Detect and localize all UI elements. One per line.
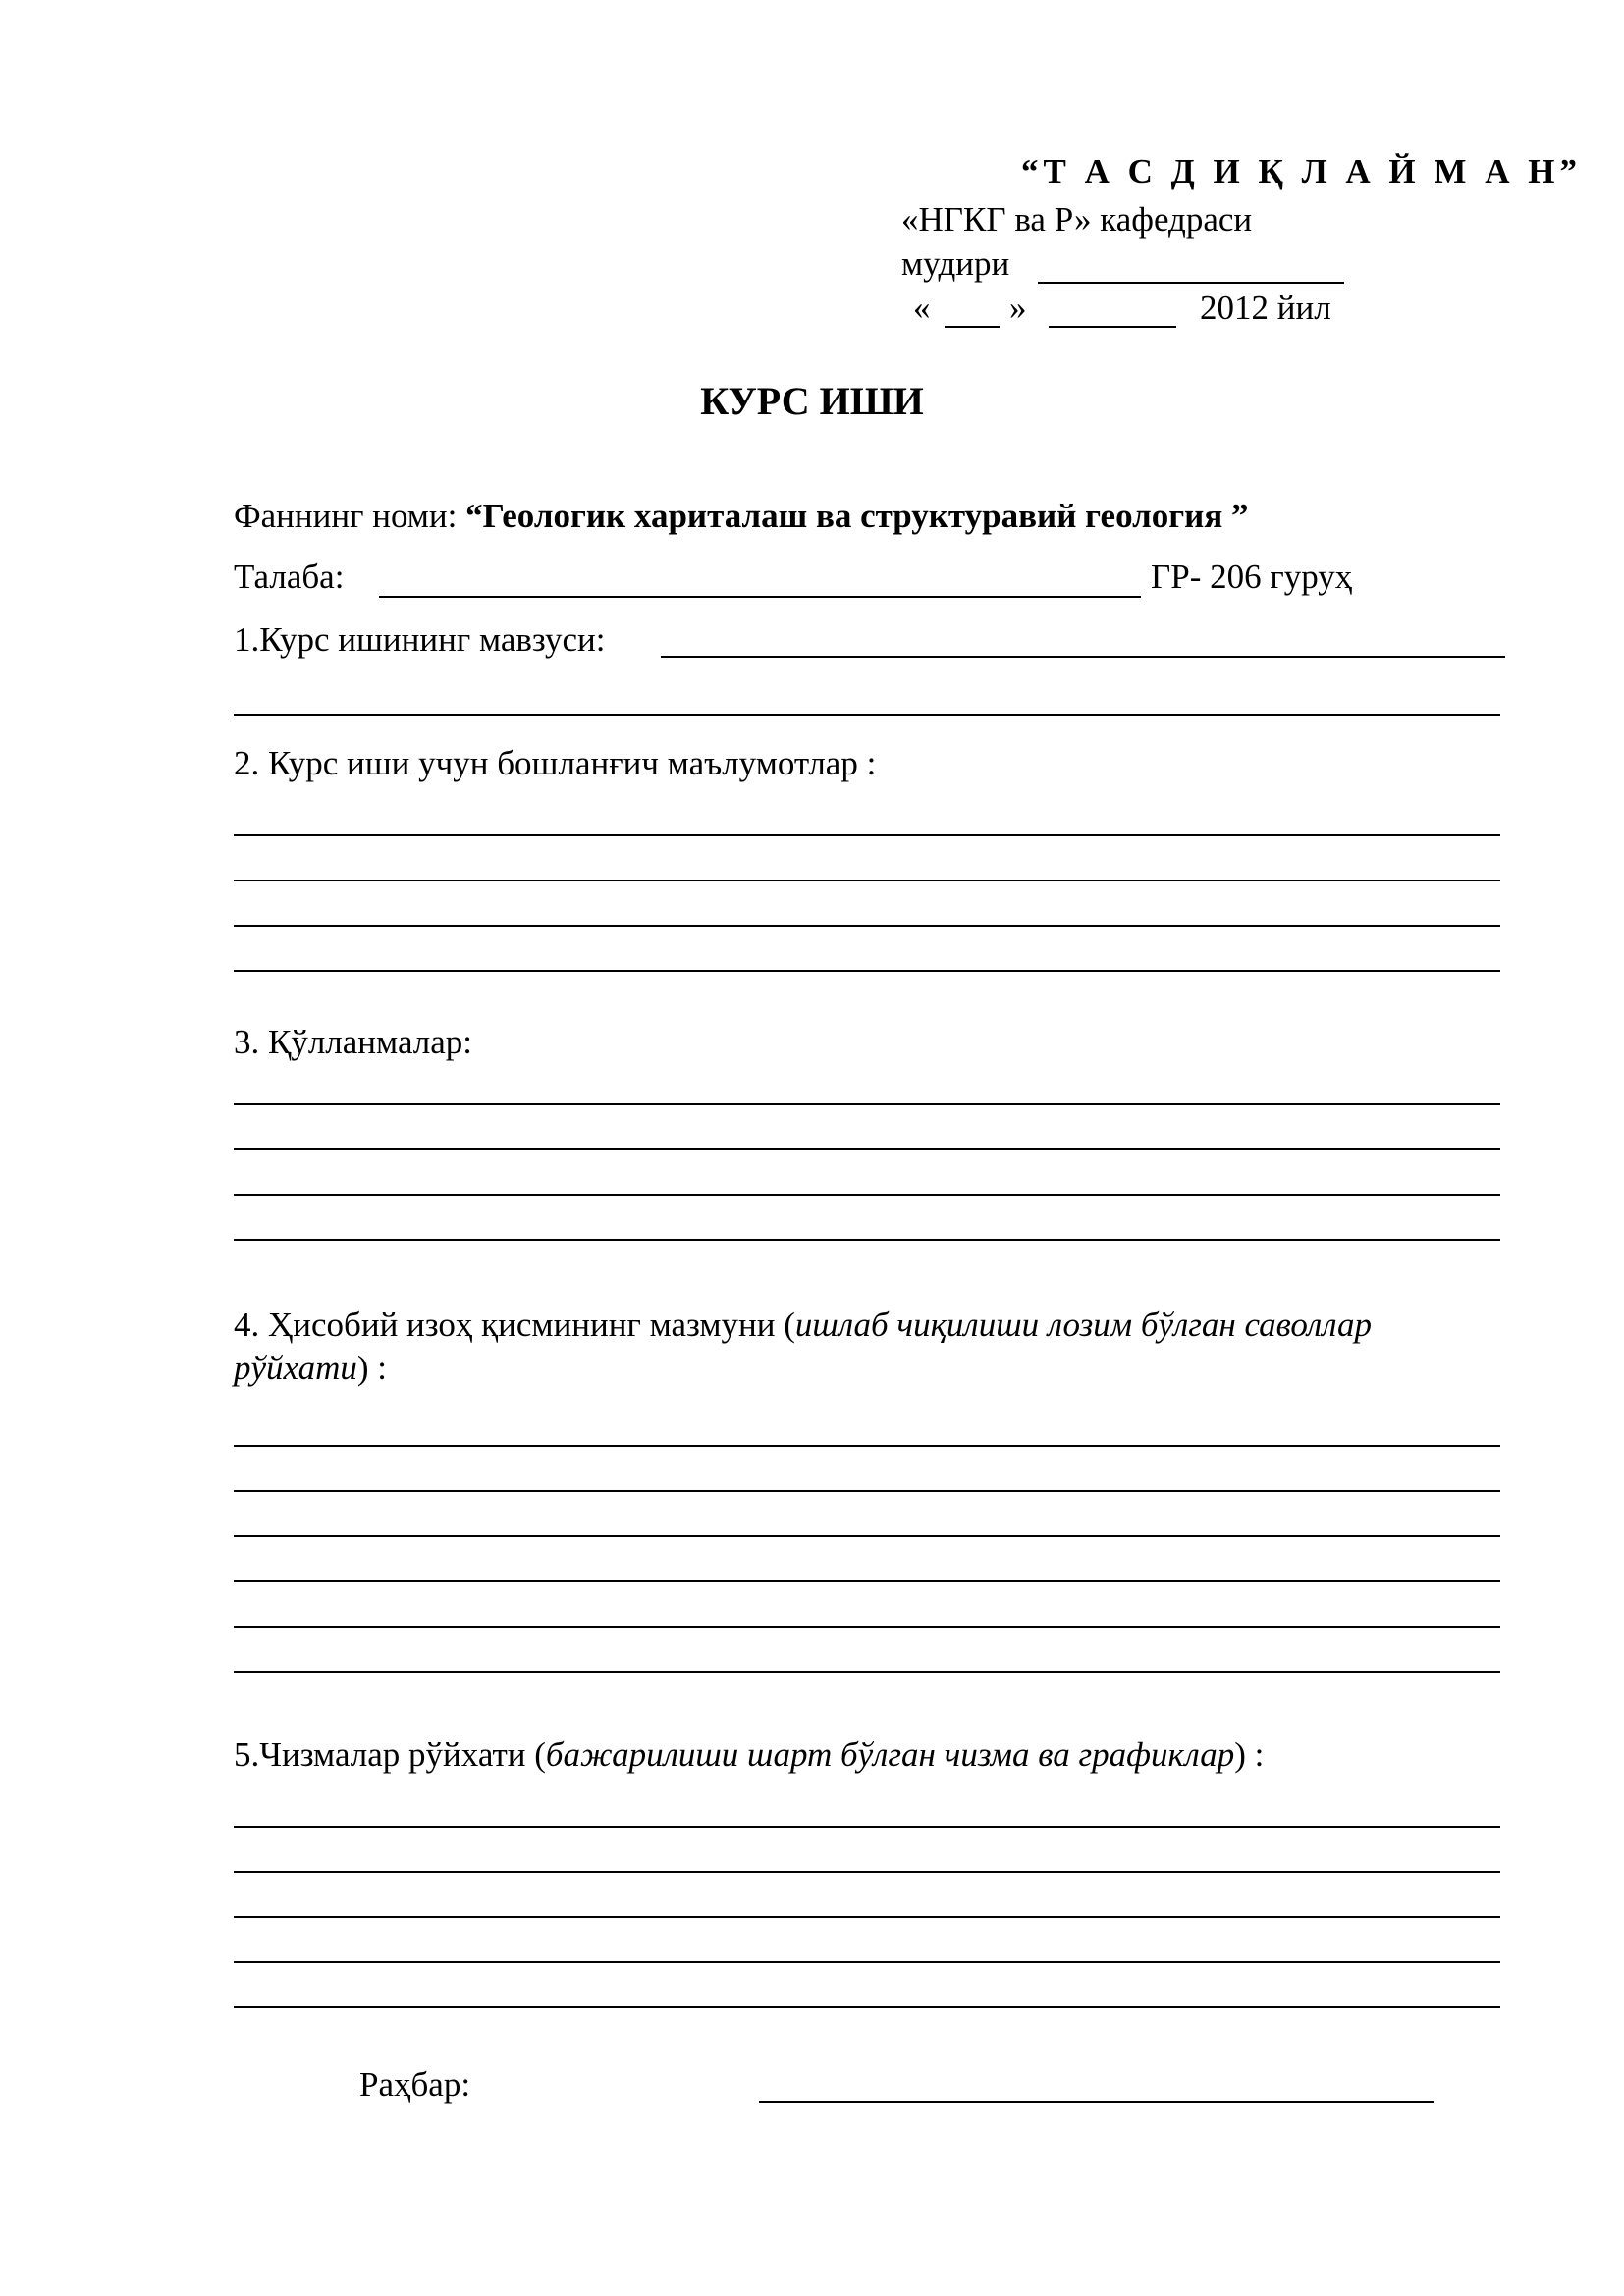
drawings-line: [234, 2006, 1500, 2008]
manuals-label: 3. Қўлланмалар:: [234, 1023, 473, 1061]
head-signature-line: [1038, 282, 1344, 284]
student-group: ГР- 206 гуруҳ: [1151, 558, 1353, 596]
explanation-line: [234, 1580, 1500, 1582]
topic-line: [234, 714, 1500, 716]
subject-row: [234, 495, 1249, 538]
drawings-line: [234, 1871, 1500, 1873]
drawings-line: [234, 1826, 1500, 1828]
page-title: КУРС ИШИ: [700, 379, 924, 423]
explanation-line: [234, 1445, 1500, 1447]
drawings-line: [234, 1916, 1500, 1918]
explanation-italic-b: рўйхати: [234, 1349, 357, 1387]
initial-data-line: [234, 880, 1500, 881]
explanation-prefix: 4. Ҳисобий изоҳ қисмининг мазмуни (: [234, 1306, 795, 1344]
date-close-quote: »: [1009, 289, 1027, 327]
drawings-line: [234, 1961, 1500, 1963]
approval-department: «НГКГ ва Р» кафедраси: [901, 200, 1253, 239]
subject-label: Фаннинг номи:: [234, 497, 458, 535]
subject-value: “Геологик хариталаш ва структуравий геология ”: [465, 497, 1249, 535]
manuals-line: [234, 1239, 1500, 1241]
drawings-italic: бажарилиши шарт бўлган чизма ва графиклар: [545, 1735, 1235, 1774]
manuals-line: [234, 1194, 1500, 1196]
date-day-line: [945, 326, 1000, 328]
student-label: Талаба:: [234, 558, 345, 596]
initial-data-line: [234, 970, 1500, 972]
date-month-line: [1049, 326, 1176, 328]
manuals-line: [234, 1148, 1500, 1150]
date-open-quote: «: [913, 289, 931, 327]
explanation-line: [234, 1535, 1500, 1537]
explanation-label-line1: [234, 1304, 1372, 1347]
student-name-line: [379, 596, 1141, 598]
supervisor-signature-line: [759, 2101, 1434, 2103]
initial-data-line: [234, 834, 1500, 836]
explanation-label-line2: [234, 1347, 387, 1390]
initial-data-label: 2. Курс иши учун бошланғич маълумотлар :: [234, 744, 877, 782]
approval-title: “Т А С Д И Қ Л А Й М А Н”: [1021, 152, 1582, 190]
drawings-suffix: ) :: [1234, 1735, 1265, 1774]
drawings-label: [234, 1734, 1264, 1777]
topic-label: 1.Курс ишининг мавзуси:: [234, 620, 606, 659]
supervisor-label: Раҳбар:: [359, 2065, 471, 2104]
initial-data-line: [234, 925, 1500, 927]
manuals-line: [234, 1103, 1500, 1105]
drawings-prefix: 5.Чизмалар рўйхати (: [234, 1735, 546, 1774]
approval-head-label: мудири: [901, 244, 1010, 283]
explanation-line: [234, 1671, 1500, 1673]
topic-line: [661, 656, 1505, 658]
explanation-suffix: ) :: [356, 1349, 388, 1387]
explanation-italic-a: ишлаб чиқилиши лозим бўлган саволлар: [794, 1306, 1372, 1344]
date-year: 2012 йил: [1200, 289, 1331, 327]
explanation-line: [234, 1626, 1500, 1628]
explanation-line: [234, 1490, 1500, 1492]
